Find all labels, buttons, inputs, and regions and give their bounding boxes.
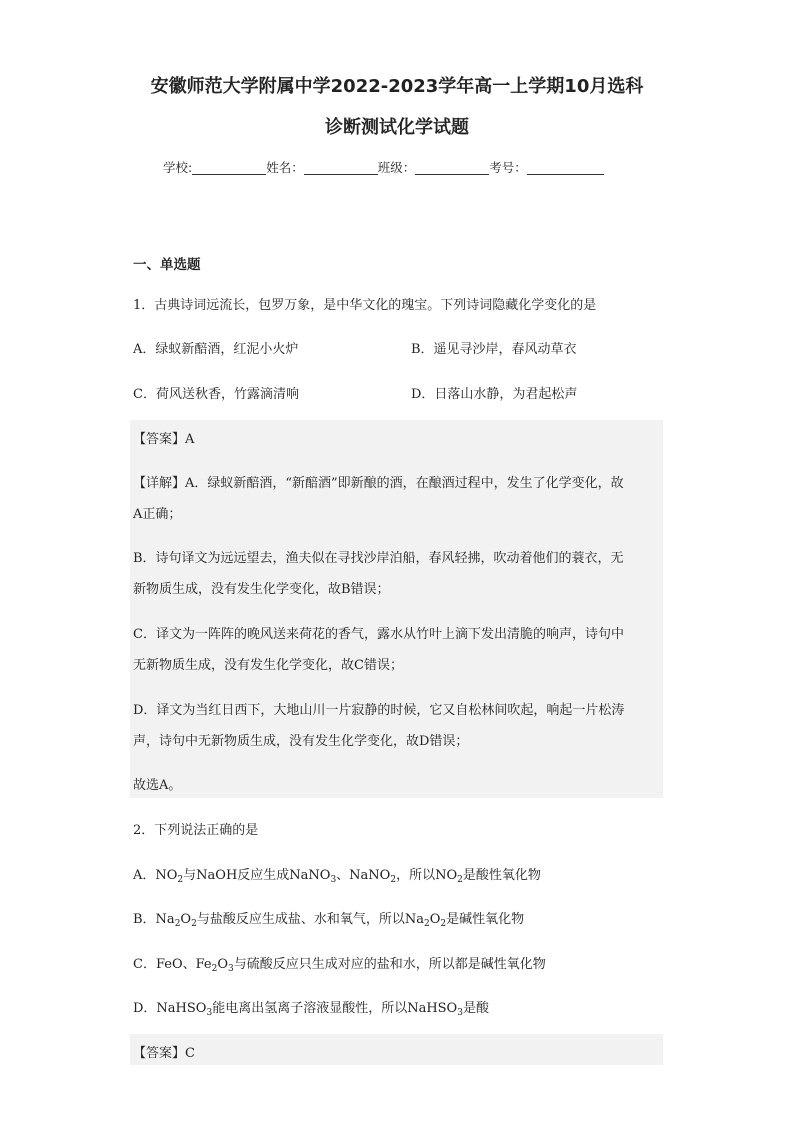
q1-explain-d-line2: 声，诗句中无新物质生成，没有发生化学变化，故D错误；	[133, 734, 469, 749]
q2-option-c: C．FeO、$Fe_2O_3$与硫酸反应只生成对应的盐和水，所以都是碱性氧化物	[133, 957, 546, 974]
q2-option-a: A．$NO_2$与NaOH反应生成NaNO$_3$、NaNO$_2$，所以$NO_2$是酸性氧化物	[133, 868, 541, 885]
title-line-2: 诊断测试化学试题	[325, 117, 469, 138]
name-label: 姓名：	[266, 160, 304, 175]
q2-answer: 【答案】C	[133, 1046, 195, 1061]
q2-option-b: B．$Na_2O_2$与盐酸反应生成盐、水和氧气，所以$Na_2O_2$是碱性氧化物	[133, 912, 525, 929]
q1-explain-c-line2: 无新物质生成，没有发生化学变化，故C错误；	[133, 658, 403, 673]
q1-explain-b-line1: B．诗句译文为远远望去，渔夫似在寻找沙岸泊船，春风轻拂，吹动着他们的蓑衣，无	[133, 551, 624, 566]
q1-explain-b-line2: 新物质生成，没有发生化学变化，故B错误；	[133, 582, 390, 597]
q2-answer-box	[130, 1034, 663, 1065]
q1-option-b: B．遥见寻沙岸，春风动草衣	[411, 342, 577, 357]
exam-no-label: 考号：	[489, 160, 527, 175]
q2-option-d: D．NaHSO$_3$能电离出氢离子溶液显酸性，所以NaHSO$_3$是酸	[133, 1001, 489, 1018]
q2-stem: 2．下列说法正确的是	[133, 823, 259, 838]
title-line-1: 安徽师范大学附属中学2022-2023学年高一上学期10月选科	[150, 76, 644, 97]
q1-conclusion: 故选A。	[133, 778, 182, 793]
section-title: 一、单选题	[133, 257, 201, 273]
exam-no-field[interactable]	[527, 160, 604, 175]
student-info-row	[163, 158, 604, 176]
q1-explain-a-line1: 【详解】A．绿蚁新醅酒，“新醅酒”即新酿的酒，在酿酒过程中，发生了化学变化，故	[133, 476, 624, 491]
class-field[interactable]	[415, 160, 489, 175]
q1-option-c: C．荷风送秋香，竹露滴清响	[133, 387, 299, 402]
name-field[interactable]	[304, 160, 378, 175]
q1-stem: 1．古典诗词远流长，包罗万象，是中华文化的瑰宝。下列诗词隐藏化学变化的是	[133, 298, 597, 313]
school-field[interactable]	[192, 160, 266, 175]
q1-answer: 【答案】A	[133, 432, 195, 447]
q1-option-a: A．绿蚁新醅酒，红泥小火炉	[133, 342, 299, 357]
q1-explain-c-line1: C．译文为一阵阵的晚风送来荷花的香气，露水从竹叶上滴下发出清脆的响声，诗句中	[133, 627, 624, 642]
q1-explain-a-line2: A正确；	[133, 507, 182, 522]
school-label: 学校:	[163, 160, 193, 175]
q1-option-d: D．日落山水静，为君起松声	[411, 387, 578, 402]
class-label: 班级：	[377, 160, 416, 175]
q1-explain-d-line1: D．译文为当红日西下，大地山川一片寂静的时候，它又自松林间吹起，响起一片松涛	[133, 703, 625, 718]
